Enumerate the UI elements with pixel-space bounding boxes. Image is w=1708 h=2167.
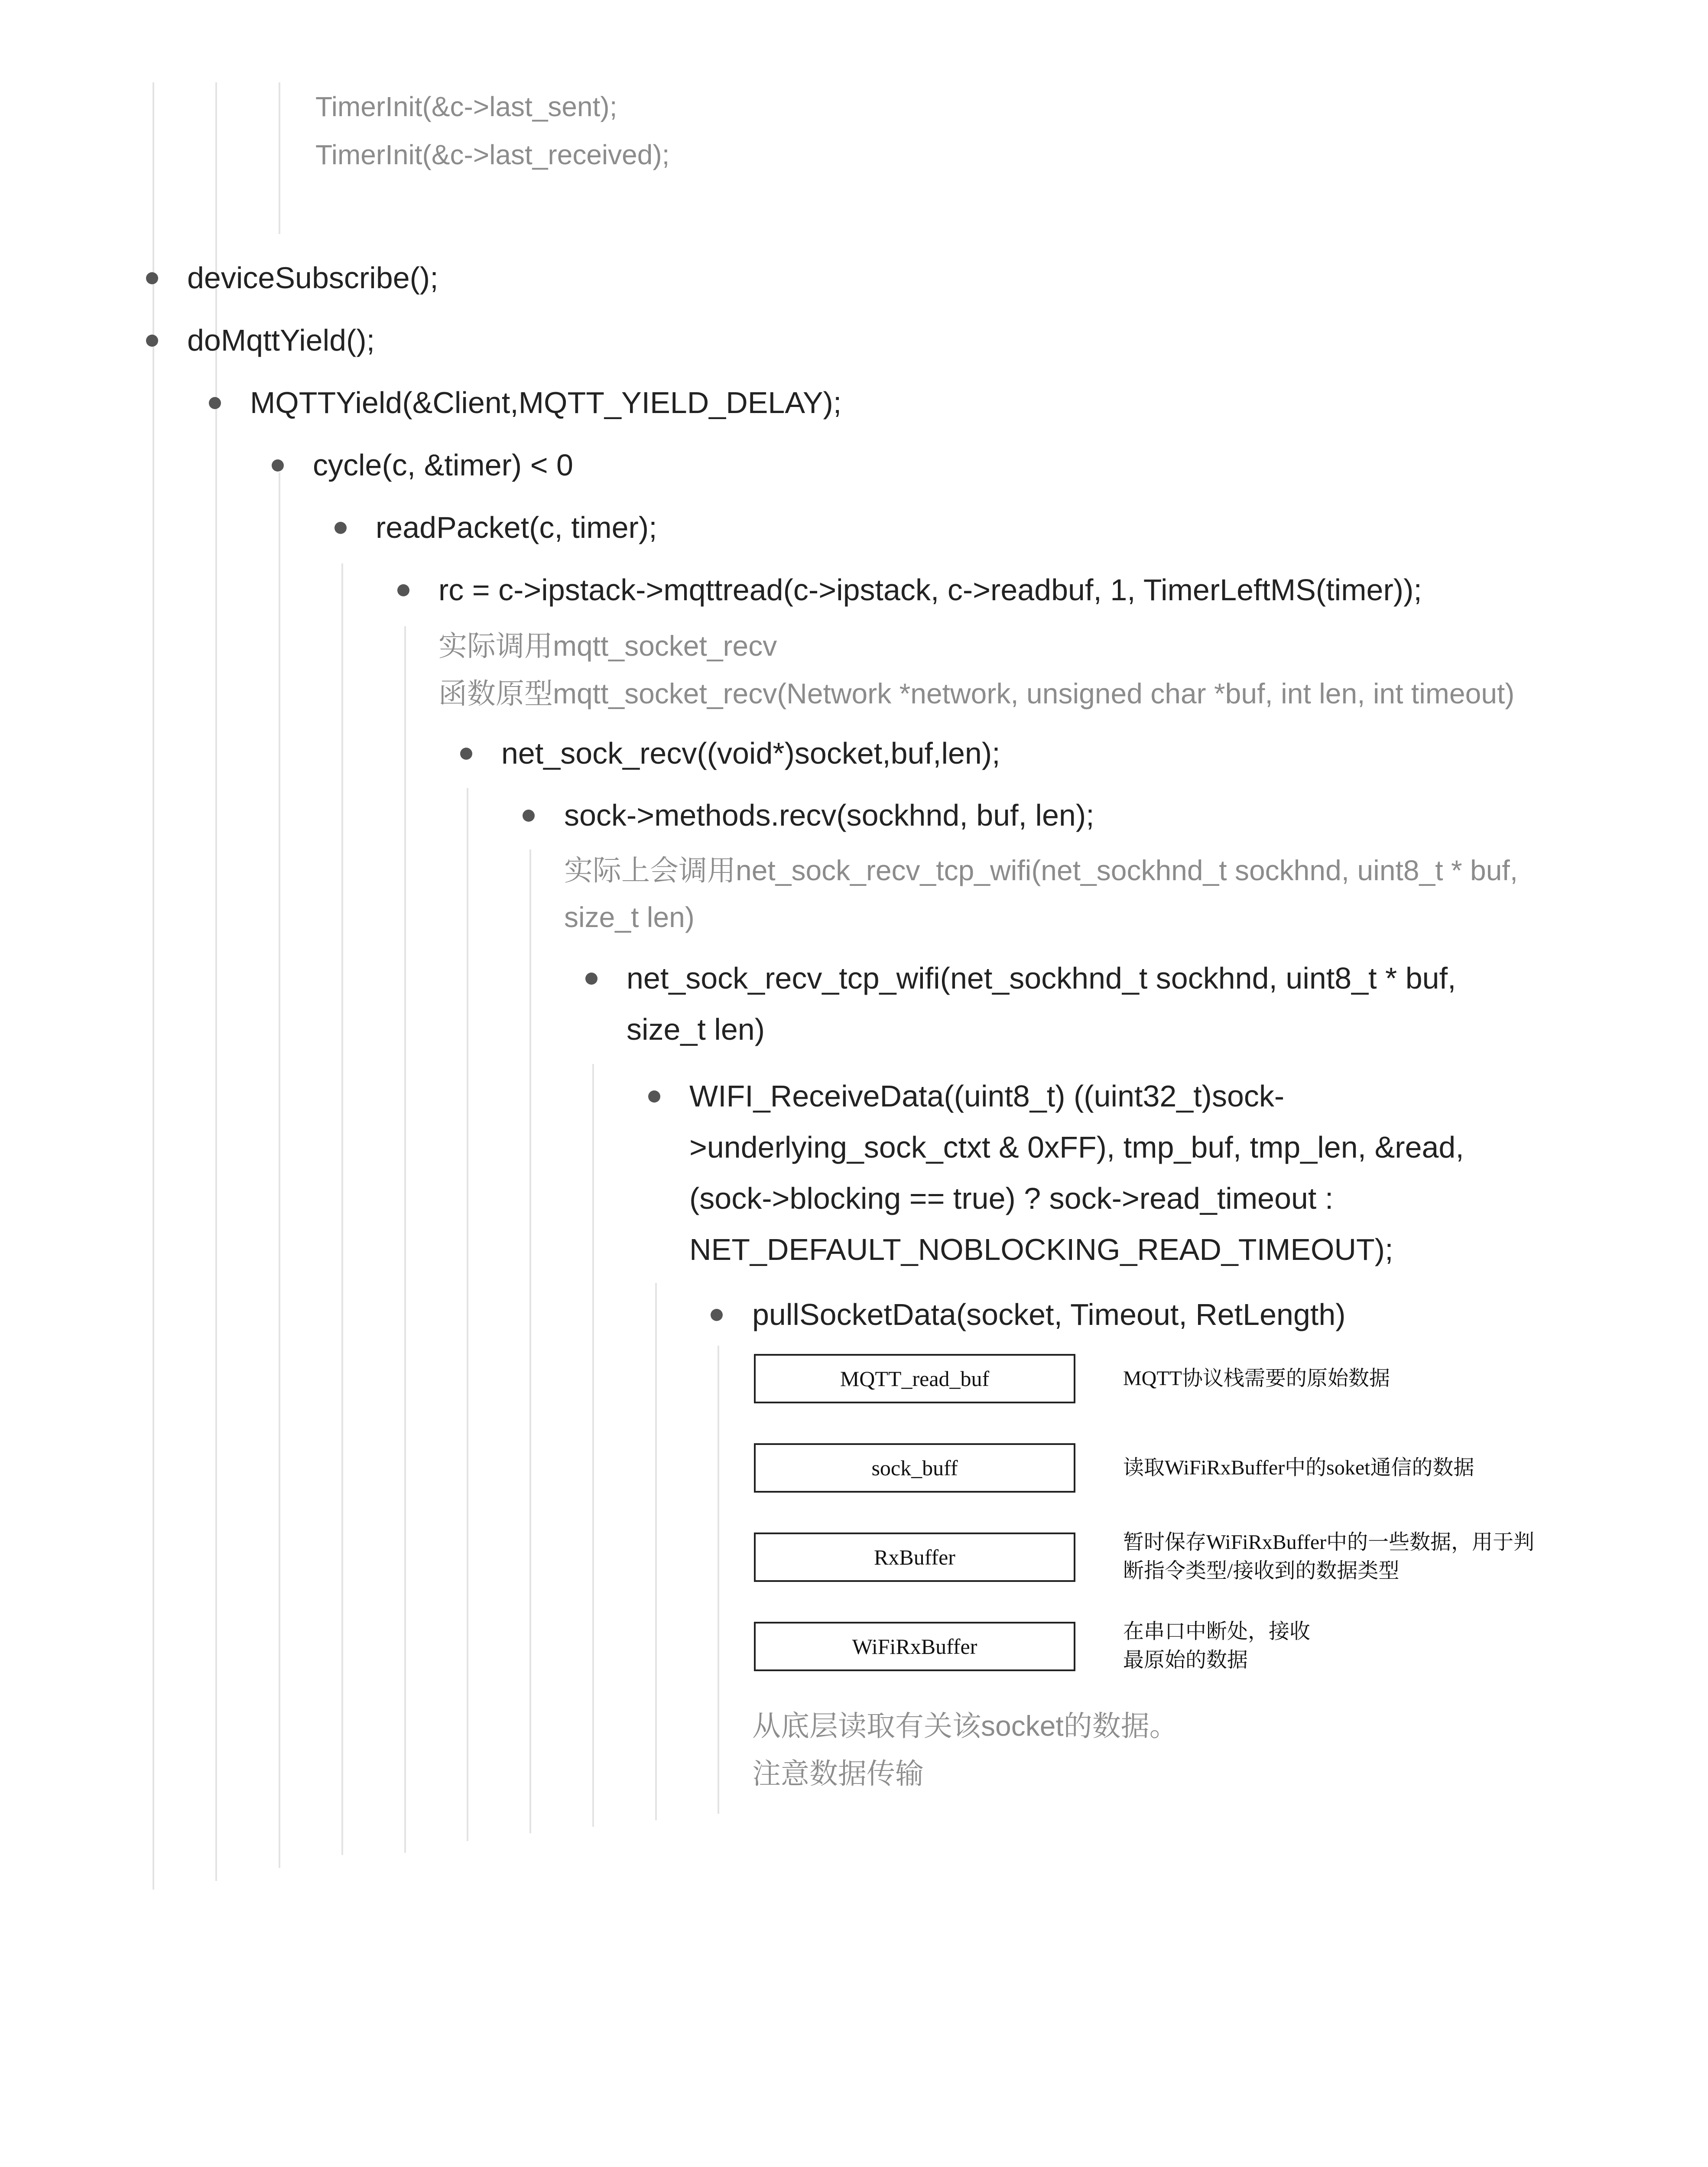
list-item-tcp-wifi-1: net_sock_recv_tcp_wifi(net_sockhnd_t sockhnd, uint8_t * buf, xyxy=(627,961,1456,995)
box-mqtt-read-buf: MQTT_read_buf xyxy=(754,1354,1075,1403)
list-item-wifi-receive-2: >underlying_sock_ctxt & 0xFF), tmp_buf, tmp_len, &read, xyxy=(689,1130,1464,1164)
desc-line: 断指令类型/接收到的数据类型 xyxy=(1123,1559,1400,1582)
indent-guide-3b xyxy=(279,472,280,1868)
bullet xyxy=(272,459,284,472)
desc-sock-buff xyxy=(1123,1454,1474,1482)
note-sock-2: size_t len) xyxy=(564,901,695,933)
code-line-timer-sent: TimerInit(&c->last_sent); xyxy=(315,91,617,122)
desc-line: 在串口中断处，接收 xyxy=(1123,1620,1311,1643)
list-item-rc-mqttread: rc = c->ipstack->mqttread(c->ipstack, c->readbuf, 1, TimerLeftMS(timer)); xyxy=(438,573,1422,607)
note-sock-1: 实际上会调用net_sock_recv_tcp_wifi(net_sockhnd_t sockhnd, uint8_t * buf, xyxy=(564,854,1518,886)
bullet xyxy=(648,1090,660,1103)
indent-guide-7 xyxy=(529,849,531,1833)
indent-guide-3 xyxy=(279,82,280,234)
indent-guide-10 xyxy=(718,1346,719,1814)
bullet xyxy=(523,810,535,822)
list-item-do-mqtt-yield: doMqttYield(); xyxy=(187,323,375,357)
desc-wifi-rxbuffer xyxy=(1123,1617,1310,1675)
list-item-net-sock-recv: net_sock_recv((void*)socket,buf,len); xyxy=(501,736,1000,770)
list-item-tcp-wifi-2: size_t len) xyxy=(627,1012,765,1046)
desc-line: 读取WiFiRxBuffer中的soket通信的数据 xyxy=(1123,1456,1474,1479)
list-item-wifi-receive-3: (sock->blocking == true) ? sock->read_timeout : xyxy=(689,1181,1334,1215)
list-item-wifi-receive-1: WIFI_ReceiveData((uint8_t) ((uint32_t)sock- xyxy=(689,1079,1285,1113)
desc-mqtt-read-buf xyxy=(1123,1364,1390,1393)
indent-guide-4 xyxy=(341,563,343,1855)
code-line-timer-received: TimerInit(&c->last_received); xyxy=(315,139,670,170)
note-bottom-1: 从底层读取有关该socket的数据。 xyxy=(752,1710,1178,1742)
list-item-device-subscribe: deviceSubscribe(); xyxy=(187,261,438,295)
indent-guide-9 xyxy=(655,1283,657,1820)
list-item-read-packet: readPacket(c, timer); xyxy=(376,511,657,544)
list-item-cycle: cycle(c, &timer) < 0 xyxy=(313,448,573,482)
desc-rxbuffer xyxy=(1123,1528,1534,1585)
indent-guide-8 xyxy=(592,1064,594,1827)
list-item-wifi-receive-4: NET_DEFAULT_NOBLOCKING_READ_TIMEOUT); xyxy=(689,1233,1393,1266)
bullet xyxy=(146,335,158,347)
desc-line: 最原始的数据 xyxy=(1123,1649,1248,1672)
note-rc-1: 实际调用mqtt_socket_recv xyxy=(438,630,777,662)
bullet xyxy=(711,1309,723,1321)
box-sock-buff: sock_buff xyxy=(754,1443,1075,1493)
bullet xyxy=(334,522,347,534)
bullet xyxy=(209,397,221,409)
indent-guide-5 xyxy=(404,626,406,1853)
bullet xyxy=(397,584,409,596)
bullet xyxy=(460,748,472,760)
note-rc-2: 函数原型mqtt_socket_recv(Network *network, unsigned char *buf, int len, int timeout) xyxy=(438,677,1515,709)
desc-line: 暂时保存WiFiRxBuffer中的一些数据，用于判 xyxy=(1123,1531,1535,1554)
bullet xyxy=(146,272,158,284)
box-rxbuffer: RxBuffer xyxy=(754,1533,1075,1582)
note-bottom-2: 注意数据传输 xyxy=(752,1757,924,1790)
list-item-pull-socket-data: pullSocketData(socket, Timeout, RetLength) xyxy=(752,1298,1346,1331)
indent-guide-1 xyxy=(153,82,154,1890)
list-item-mqtt-yield: MQTTYield(&Client,MQTT_YIELD_DELAY); xyxy=(250,386,842,420)
box-wifi-rxbuffer: WiFiRxBuffer xyxy=(754,1622,1075,1671)
list-item-sock-methods-recv: sock->methods.recv(sockhnd, buf, len); xyxy=(564,798,1094,832)
bullet xyxy=(585,973,597,985)
desc-line: MQTT协议栈需要的原始数据 xyxy=(1123,1367,1390,1390)
indent-guide-6 xyxy=(467,788,468,1841)
